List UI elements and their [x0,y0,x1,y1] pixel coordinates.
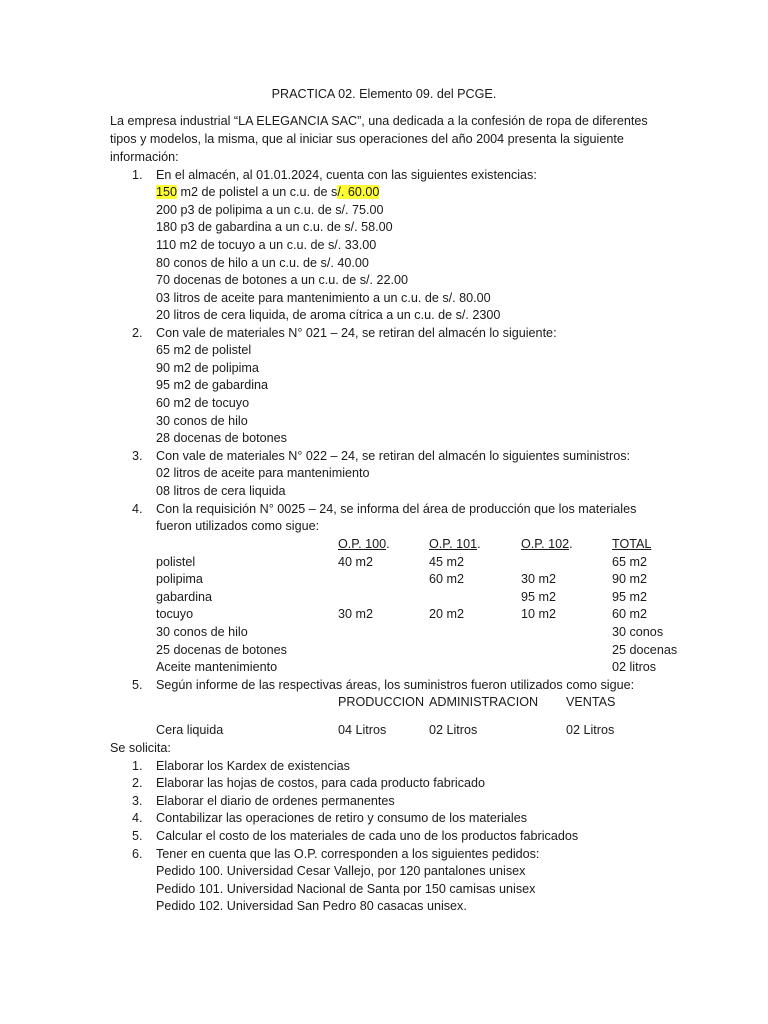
item-5-number: 5. [132,678,143,692]
table-cell-material: 30 conos de hilo [156,625,248,639]
table-cell-total: 95 m2 [612,590,648,604]
item-2-line-4: 60 m2 de tocuyo [156,396,250,410]
item-2-text: Con vale de materiales N° 021 – 24, se retiran del almacén lo siguiente: [156,326,557,340]
table-cell-total: 90 m2 [612,572,648,586]
header-total-label: TOTAL [612,537,652,551]
table-cell-material: polipima [156,572,203,586]
item-2-line-3: 95 m2 de gabardina [156,378,269,392]
supplies-header-ventas: VENTAS [566,695,616,709]
supplies-header-produccion: PRODUCCION [338,695,425,709]
header-op100-dot: . [386,537,390,551]
supplies-row-label: Cera liquida [156,723,224,737]
table-cell-op102: 10 m2 [521,607,557,621]
task-6-text: Tener en cuenta que las O.P. corresponden a los siguientes pedidos: [156,847,540,861]
table-cell-total: 30 conos [612,625,664,639]
supplies-header-administracion: ADMINISTRACION [429,695,539,709]
pedido-101: Pedido 101. Universidad Nacional de Santa por 150 camisas unisex [156,882,536,896]
item-1-line-3: 180 p3 de gabardina a un c.u. de s/. 58.00 [156,220,393,234]
highlight-price: /. 60.00 [337,185,380,199]
item-1-line-6: 70 docenas de botones a un c.u. de s/. 22.00 [156,273,409,287]
table-cell-op101: 20 m2 [429,607,465,621]
item-4-number: 4. [132,502,143,516]
document-title: PRACTICA 02. Elemento 09. del PCGE. [271,87,497,101]
table-cell-total: 02 litros [612,660,657,674]
item-4-text-1: Con la requisición N° 0025 – 24, se informa del área de producción que los materiales [156,502,637,516]
task-1-text: Elaborar los Kardex de existencias [156,759,350,773]
table-header-op102 [521,535,573,553]
table-cell-total: 25 docenas [612,643,678,657]
intro-paragraph: La empresa industrial “LA ELEGANCIA SAC”, una dedicada a la confesión de ropa de diferentes tipos y modelos, la misma, que al iniciar sus operaciones del año 2004 presenta la siguiente información: [110,114,648,164]
table-header-total [612,535,651,553]
item-1-line-7: 03 litros de aceite para mantenimiento a un c.u. de s/. 80.00 [156,291,491,305]
item-3-text: Con vale de materiales N° 022 – 24, se retiran del almacén lo siguientes suministros: [156,449,631,463]
item-1-line-2: 200 p3 de polipima a un c.u. de s/. 75.00 [156,203,384,217]
table-cell-total: 65 m2 [612,555,648,569]
item-2-line-1: 65 m2 de polistel [156,343,252,357]
table-cell-total: 60 m2 [612,607,648,621]
task-6-number: 6. [132,847,143,861]
task-1-number: 1. [132,759,143,773]
highlight-quantity: 150 [156,185,178,199]
item-1-line-4: 110 m2 de tocuyo a un c.u. de s/. 33.00 [156,238,377,252]
table-cell-material: polistel [156,555,196,569]
item-1-line-5: 80 conos de hilo a un c.u. de s/. 40.00 [156,256,369,270]
task-5-number: 5. [132,829,143,843]
supplies-row-produccion: 04 Litros [338,723,387,737]
item-2-line-5: 30 conos de hilo [156,414,248,428]
supplies-row-administracion: 02 Litros [429,723,478,737]
table-header-op101 [429,535,481,553]
task-2-number: 2. [132,776,143,790]
table-cell-material: gabardina [156,590,213,604]
item-2-number: 2. [132,326,143,340]
pedido-102: Pedido 102. Universidad San Pedro 80 casacas unisex. [156,899,467,913]
item-1-text: En el almacén, al 01.01.2024, cuenta con las siguientes existencias: [156,168,537,182]
table-cell-op101: 45 m2 [429,555,465,569]
item-1-number: 1. [132,168,143,182]
supplies-row-ventas: 02 Litros [566,723,615,737]
item-5-text: Según informe de las respectivas áreas, los suministros fueron utilizados como sigue: [156,678,635,692]
table-cell-material: 25 docenas de botones [156,643,287,657]
item-4-text-2: fueron utilizados como sigue: [156,519,320,533]
table-header-op100 [338,535,390,553]
se-solicita-heading: Se solicita: [110,741,171,755]
item-3-number: 3. [132,449,143,463]
task-3-text: Elaborar el diario de ordenes permanentes [156,794,395,808]
table-cell-op102: 30 m2 [521,572,557,586]
header-op100-label: O.P. 100 [338,537,387,551]
table-cell-op102: 95 m2 [521,590,557,604]
task-4-text: Contabilizar las operaciones de retiro y consumo de los materiales [156,811,527,825]
table-cell-material: Aceite mantenimiento [156,660,278,674]
header-op101-dot: . [477,537,481,551]
item-2-line-2: 90 m2 de polipima [156,361,259,375]
task-4-number: 4. [132,811,143,825]
item-1-line-1 [156,183,379,201]
table-cell-op100: 40 m2 [338,555,374,569]
task-3-number: 3. [132,794,143,808]
table-cell-op100: 30 m2 [338,607,374,621]
header-op102-label: O.P. 102 [521,537,570,551]
table-cell-op101: 60 m2 [429,572,465,586]
item-3-line-2: 08 litros de cera liquida [156,484,286,498]
item-1-line-1-text: m2 de polistel a un c.u. de s [177,185,338,199]
task-5-text: Calcular el costo de los materiales de cada uno de los productos fabricados [156,829,579,843]
task-2-text: Elaborar las hojas de costos, para cada producto fabricado [156,776,486,790]
item-2-line-6: 28 docenas de botones [156,431,287,445]
pedido-100: Pedido 100. Universidad Cesar Vallejo, por 120 pantalones unisex [156,864,526,878]
header-op101-label: O.P. 101 [429,537,478,551]
header-op102-dot: . [569,537,573,551]
item-3-line-1: 02 litros de aceite para mantenimiento [156,466,370,480]
table-cell-material: tocuyo [156,607,194,621]
item-1-line-8: 20 litros de cera liquida, de aroma cítrica a un c.u. de s/. 2300 [156,308,501,322]
